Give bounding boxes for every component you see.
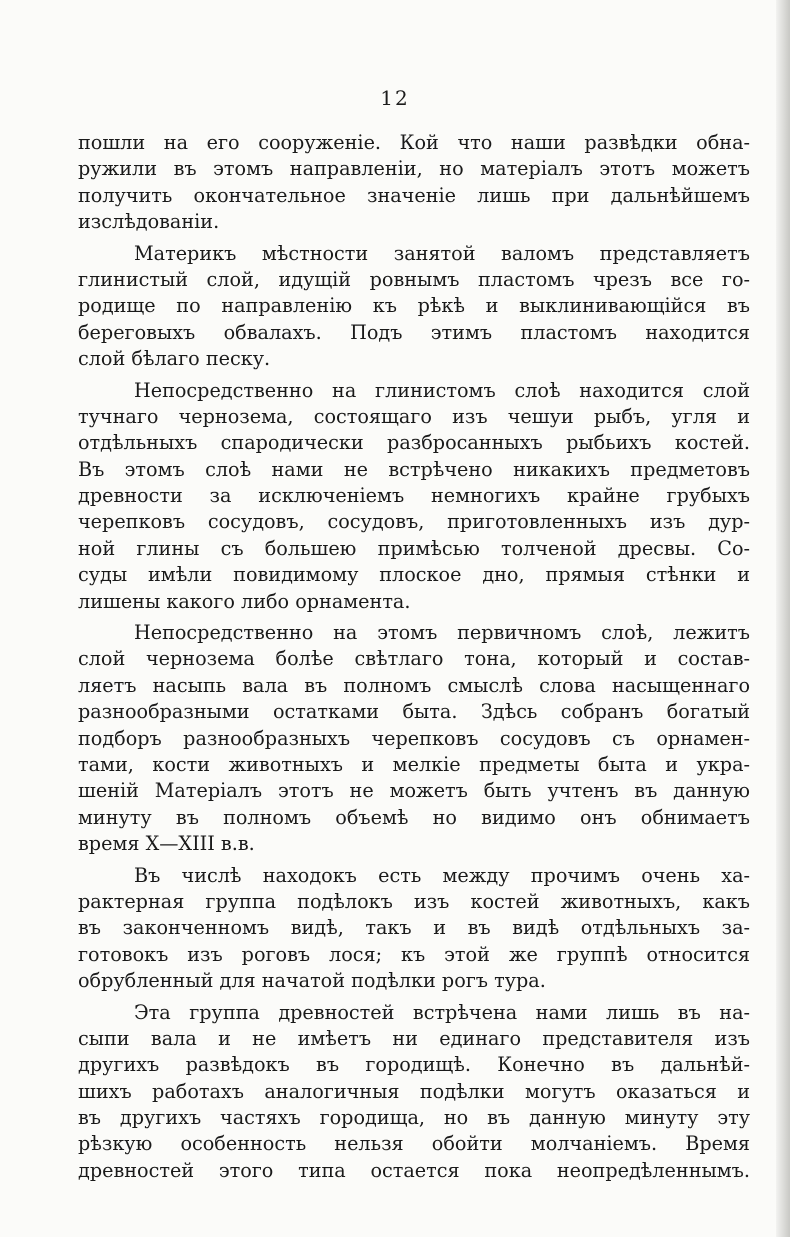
text-line: обрубленный для начатой подѣлки рогъ тура. [78, 969, 546, 993]
text-line: ружили въ этомъ направленіи, но матеріалъ этотъ можетъ [78, 157, 750, 181]
text-line: ной глины съ большею примѣсью толченой дресвы. Со- [78, 536, 750, 560]
text-line: глинистый слой, идущій ровнымъ пластомъ чрезъ все го- [78, 267, 750, 291]
text-line: рѣзкую особенность нельзя обойти молчаніемъ. Время [78, 1132, 750, 1156]
text-line: древностей этого типа остается пока неопредѣленнымъ. [78, 1158, 750, 1182]
paragraph [78, 130, 750, 236]
text-line: рактерная группа подѣлокъ изъ костей животныхъ, какъ [78, 889, 750, 913]
text-line: Непосредственно на этомъ первичномъ слоѣ, лежитъ [134, 621, 750, 645]
text-line: шеній Матеріалъ этотъ не можетъ быть учтенъ въ данную [78, 779, 750, 803]
paragraph [78, 1000, 750, 1185]
text-line: въ законченномъ видѣ, такъ и въ видѣ отдѣльныхъ за- [78, 916, 750, 940]
paragraph [78, 378, 750, 616]
text-line: пошли на его сооруженіе. Кой что наши развѣдки обна- [78, 131, 750, 154]
paragraph [78, 863, 750, 995]
text-line: минуту въ полномъ объемѣ но видимо онъ обнимаетъ [78, 805, 750, 829]
text-line: лишены какого либо орнамента. [78, 589, 411, 613]
text-line: ляетъ насыпь вала въ полномъ смыслѣ слова насыщеннаго [78, 673, 750, 697]
text-line: время X—XIII в.в. [78, 832, 255, 856]
page-edge-shadow [776, 0, 790, 1237]
text-line: Въ этомъ слоѣ нами не встрѣчено никакихъ предметовъ [78, 457, 750, 481]
text-line: Материкъ мѣстности занятой валомъ представляетъ [134, 241, 750, 265]
text-line: получить окончательное значеніе лишь при дальнѣйшемъ [78, 183, 750, 207]
text-line: шихъ работахъ аналогичныя подѣлки могутъ оказаться и [78, 1079, 750, 1103]
text-line: другихъ развѣдокъ въ городищѣ. Конечно въ дальнѣй- [78, 1053, 750, 1077]
text-line: древности за исключеніемъ немногихъ крайне грубыхъ [78, 484, 750, 508]
text-line: разнообразными остатками быта. Здѣсь собранъ богатый [78, 700, 750, 724]
paragraph [78, 620, 750, 858]
text-line: Непосредственно на глинистомъ слоѣ находится слой [134, 378, 750, 402]
text-line: подборъ разнообразныхъ черепковъ сосудовъ съ орнамен- [78, 726, 750, 750]
body-text [78, 130, 750, 1184]
text-line: Въ числѣ находокъ есть между прочимъ очень ха- [134, 863, 750, 887]
page-number: 12 [380, 86, 410, 110]
text-line: слой бѣлаго песку. [78, 347, 271, 371]
text-line: Эта группа древностей встрѣчена нами лишь въ на- [134, 1000, 750, 1024]
text-line: черепковъ сосудовъ, сосудовъ, приготовленныхъ изъ дур- [78, 510, 750, 534]
text-line: береговыхъ обвалахъ. Подъ этимъ пластомъ находится [78, 320, 750, 344]
text-line: готовокъ изъ роговъ лося; къ этой же группѣ относится [78, 942, 750, 966]
text-line: слой чернозема болѣе свѣтлаго тона, который и состав- [78, 647, 750, 671]
text-line: суды имѣли повидимому плоское дно, прямыя стѣнки и [78, 563, 750, 587]
text-line: сыпи вала и не имѣетъ ни единаго представителя изъ [78, 1026, 750, 1050]
text-line: родище по направленію къ рѣкѣ и выклинивающійся въ [78, 294, 750, 318]
text-line: отдѣльныхъ спародически разбросанныхъ рыбьихъ костей. [78, 431, 750, 455]
paragraph [78, 241, 750, 373]
text-line: въ другихъ частяхъ городища, но въ данную минуту эту [78, 1106, 750, 1130]
text-line: тами, кости животныхъ и мелкіе предметы быта и укра- [78, 752, 750, 776]
text-line: изслѣдованіи. [78, 210, 220, 234]
text-line: тучнаго чернозема, состоящаго изъ чешуи рыбъ, угля и [78, 404, 750, 428]
